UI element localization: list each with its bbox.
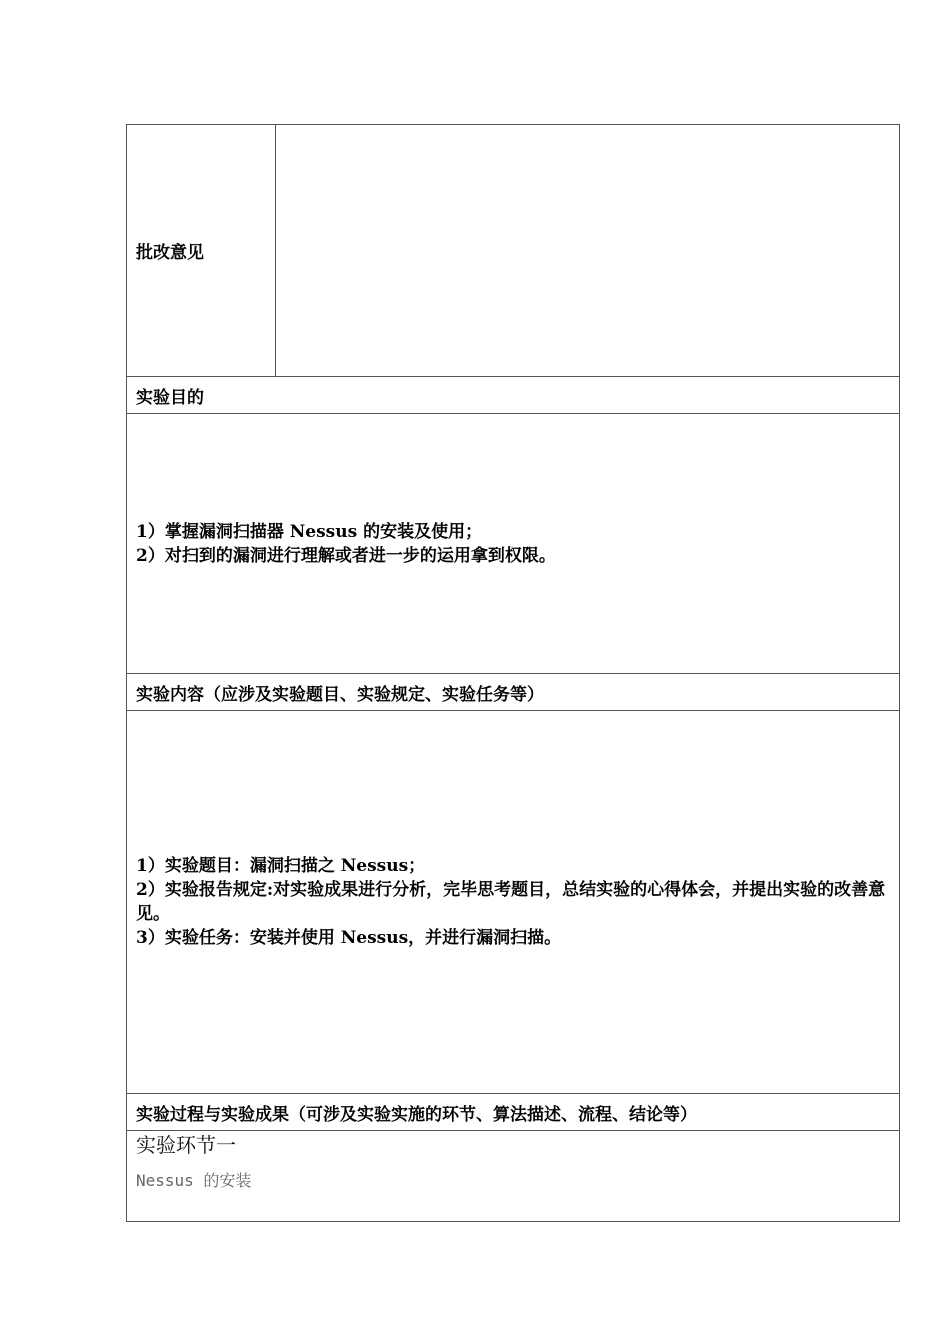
review-label: 批改意见 [127, 125, 276, 376]
review-comment-area [276, 125, 899, 376]
process-body [127, 1132, 899, 1221]
stage-subtitle: Nessus 的安装 [136, 1171, 252, 1190]
purpose-body [127, 414, 899, 674]
process-heading: 实验过程与实验成果（可涉及实验实施的环节、算法描述、流程、结论等） [127, 1094, 899, 1131]
stage-title: 实验环节一 [136, 1133, 236, 1157]
report-table [126, 124, 900, 1222]
purpose-line: 1）掌握漏洞扫描器 Nessus 的安装及使用； [136, 521, 483, 542]
content-line: 2）实验报告规定:对实验成果进行分析，完毕思考题目，总结实验的心得体会，并提出实验的改善意见。 [136, 880, 886, 924]
content-line: 1）实验题目：漏洞扫描之 Nessus； [136, 856, 426, 876]
content-line: 3）实验任务：安装并使用 Nessus，并进行漏洞扫描。 [136, 928, 562, 948]
content-heading: 实验内容（应涉及实验题目、实验规定、实验任务等） [127, 674, 899, 711]
review-row [127, 125, 899, 377]
content-body [127, 711, 899, 1094]
purpose-line: 2）对扫到的漏洞进行理解或者进一步的运用拿到权限。 [136, 545, 556, 566]
purpose-heading: 实验目的 [127, 377, 899, 414]
